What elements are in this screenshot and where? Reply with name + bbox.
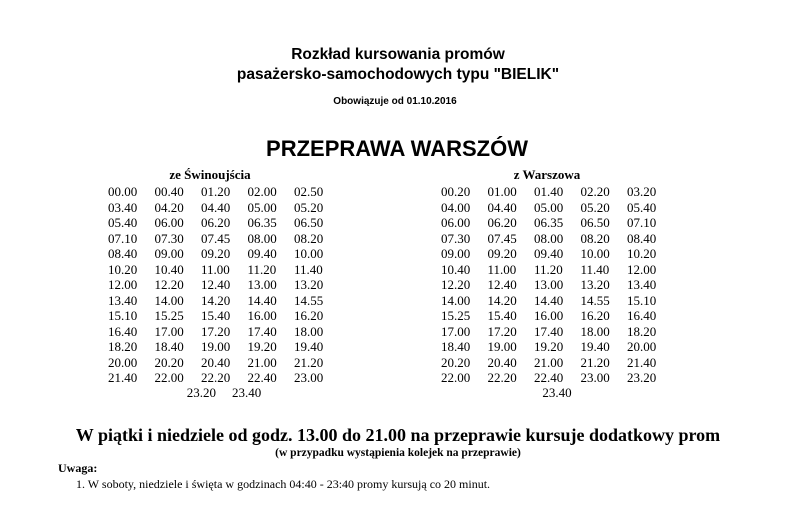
departure-time: 20.20 bbox=[441, 354, 471, 370]
departure-time: 16.00 bbox=[534, 308, 564, 323]
departure-time: 22.00 bbox=[154, 370, 184, 385]
departure-time: 08.20 bbox=[580, 230, 610, 246]
departure-time: 20.00 bbox=[108, 354, 138, 370]
departure-time: 09.00 bbox=[154, 246, 184, 261]
departure-time: 03.20 bbox=[627, 184, 657, 199]
departure-time: 20.20 bbox=[154, 354, 184, 370]
effective-date: Obowiązuje od 01.10.2016 bbox=[333, 96, 457, 107]
timetable-swinoujscie-extra bbox=[108, 385, 340, 401]
departure-time: 19.00 bbox=[487, 339, 517, 354]
departure-time: 22.40 bbox=[534, 370, 564, 385]
departure-time: 23.20 bbox=[186, 385, 216, 400]
departure-time: 16.00 bbox=[247, 308, 277, 323]
departure-time: 09.40 bbox=[247, 246, 277, 261]
departure-time: 06.00 bbox=[441, 215, 471, 230]
note-item: 1. W soboty, niedziele i święta w godzinach 04:40 - 23:40 promy kursują co 20 minut. bbox=[76, 477, 491, 491]
departure-time: 05.40 bbox=[627, 199, 657, 215]
departure-time: 01.20 bbox=[201, 184, 231, 199]
departure-time: 13.00 bbox=[534, 277, 564, 292]
departure-time: 08.40 bbox=[627, 230, 657, 246]
departure-time: 06.20 bbox=[201, 215, 231, 230]
departure-time: 04.00 bbox=[441, 199, 471, 215]
departure-time: 13.40 bbox=[108, 292, 138, 308]
departure-time: 15.10 bbox=[108, 308, 138, 323]
departure-time: 17.00 bbox=[441, 323, 471, 339]
departure-time: 22.40 bbox=[247, 370, 277, 385]
departure-time: 19.20 bbox=[534, 339, 564, 354]
departure-time: 10.40 bbox=[154, 261, 184, 277]
departure-time: 22.20 bbox=[487, 370, 517, 385]
departure-time: 20.00 bbox=[627, 339, 657, 354]
departure-time: 20.40 bbox=[201, 354, 231, 370]
departure-time: 02.50 bbox=[294, 184, 324, 199]
departure-time: 14.40 bbox=[247, 292, 277, 308]
departure-time: 00.20 bbox=[441, 184, 471, 199]
departure-time: 18.00 bbox=[294, 323, 324, 339]
departure-time: 05.20 bbox=[294, 199, 324, 215]
departure-time: 23.20 bbox=[627, 370, 657, 385]
departure-time: 11.20 bbox=[534, 261, 563, 277]
departure-time: 10.20 bbox=[627, 246, 657, 261]
departures-warszow-heading: z Warszowa bbox=[513, 167, 581, 182]
departure-time: 09.40 bbox=[534, 246, 564, 261]
departure-time: 01.40 bbox=[534, 184, 564, 199]
departure-time: 15.25 bbox=[441, 308, 471, 323]
departure-time: 14.00 bbox=[154, 292, 184, 308]
departure-time: 19.00 bbox=[201, 339, 231, 354]
departure-time: 06.50 bbox=[294, 215, 324, 230]
departure-time: 19.40 bbox=[294, 339, 324, 354]
departure-time: 23.00 bbox=[294, 370, 324, 385]
departure-time: 05.00 bbox=[534, 199, 564, 215]
departure-time: 08.00 bbox=[534, 230, 564, 246]
departure-time: 17.40 bbox=[247, 323, 277, 339]
departure-time: 04.20 bbox=[154, 199, 184, 215]
departure-time: 21.20 bbox=[294, 354, 324, 370]
departure-time: 06.00 bbox=[154, 215, 184, 230]
departure-time: 00.40 bbox=[154, 184, 184, 199]
departure-time: 01.00 bbox=[487, 184, 517, 199]
additional-ferry-condition: (w przypadku wystąpienia kolejek na przeprawie) bbox=[275, 447, 521, 459]
departure-time: 12.00 bbox=[627, 261, 657, 277]
departure-time: 08.00 bbox=[247, 230, 277, 246]
timetable-warszow bbox=[441, 184, 674, 386]
additional-ferry-notice: W piątki i niedziele od godz. 13.00 do 21.00 na przeprawie kursuje dodatkowy prom bbox=[75, 425, 721, 445]
departure-time: 18.20 bbox=[108, 339, 138, 354]
departure-time: 16.40 bbox=[627, 308, 657, 323]
departure-time: 14.00 bbox=[441, 292, 471, 308]
departure-time: 12.20 bbox=[441, 277, 471, 292]
departure-time: 07.10 bbox=[108, 230, 138, 246]
departure-time: 23.40 bbox=[232, 385, 262, 400]
departure-time: 02.00 bbox=[247, 184, 277, 199]
departure-time: 10.40 bbox=[441, 261, 471, 277]
departure-time: 11.40 bbox=[294, 261, 323, 277]
departure-time: 15.40 bbox=[487, 308, 517, 323]
departure-time: 00.00 bbox=[108, 184, 138, 199]
departure-time: 15.10 bbox=[627, 292, 657, 308]
departure-time: 16.20 bbox=[294, 308, 324, 323]
departure-time: 13.40 bbox=[627, 277, 657, 292]
departure-time: 17.20 bbox=[201, 323, 231, 339]
departure-time: 18.40 bbox=[154, 339, 184, 354]
departure-time: 14.55 bbox=[294, 292, 324, 308]
departure-time: 22.00 bbox=[441, 370, 471, 385]
crossing-title: PRZEPRAWA WARSZÓW bbox=[266, 136, 528, 161]
departure-time: 13.20 bbox=[580, 277, 610, 292]
departure-time: 10.00 bbox=[580, 246, 610, 261]
departure-time: 12.40 bbox=[201, 277, 231, 292]
departure-time: 12.40 bbox=[487, 277, 517, 292]
departure-time: 19.20 bbox=[247, 339, 277, 354]
departure-time: 16.40 bbox=[108, 323, 138, 339]
departure-time: 18.40 bbox=[441, 339, 471, 354]
departure-time: 17.00 bbox=[154, 323, 184, 339]
departure-time: 19.40 bbox=[580, 339, 610, 354]
departure-time: 10.20 bbox=[108, 261, 138, 277]
departure-time: 05.20 bbox=[580, 199, 610, 215]
departure-time: 06.50 bbox=[580, 215, 610, 230]
departure-time: 05.00 bbox=[247, 199, 277, 215]
departure-time: 08.20 bbox=[294, 230, 324, 246]
departure-time: 02.20 bbox=[580, 184, 610, 199]
departure-time: 13.20 bbox=[294, 277, 324, 292]
departure-time: 07.10 bbox=[627, 215, 657, 230]
departure-time: 15.25 bbox=[154, 308, 184, 323]
departure-time: 05.40 bbox=[108, 215, 138, 230]
departure-time: 18.00 bbox=[580, 323, 610, 339]
departures-swinoujscie-heading: ze Świnoujścia bbox=[169, 167, 251, 182]
departure-time: 14.40 bbox=[534, 292, 564, 308]
departure-time: 20.40 bbox=[487, 354, 517, 370]
timetable-warszow-extra bbox=[441, 385, 673, 401]
timetable-swinoujscie bbox=[108, 184, 341, 386]
departure-time: 07.45 bbox=[201, 230, 231, 246]
departure-time: 09.20 bbox=[201, 246, 231, 261]
departure-time: 12.20 bbox=[154, 277, 184, 292]
departure-time: 11.20 bbox=[247, 261, 277, 277]
departure-time: 23.40 bbox=[542, 385, 572, 400]
departure-time: 21.40 bbox=[627, 354, 657, 370]
departure-time: 17.20 bbox=[487, 323, 517, 339]
notes-title: Uwaga: bbox=[58, 461, 98, 475]
departure-time: 12.00 bbox=[108, 277, 138, 292]
departure-time: 08.40 bbox=[108, 246, 138, 261]
departure-time: 07.45 bbox=[487, 230, 517, 246]
departure-time: 23.00 bbox=[580, 370, 610, 385]
departure-time: 21.40 bbox=[108, 370, 138, 385]
departure-time: 10.00 bbox=[294, 246, 324, 261]
departure-time: 16.20 bbox=[580, 308, 610, 323]
departure-time: 11.00 bbox=[487, 261, 517, 277]
departure-time: 07.30 bbox=[441, 230, 471, 246]
document-title-line-1: Rozkład kursowania promów bbox=[291, 46, 505, 63]
departure-time: 11.00 bbox=[201, 261, 230, 277]
departure-time: 06.35 bbox=[247, 215, 277, 230]
departure-time: 06.20 bbox=[487, 215, 517, 230]
departure-time: 17.40 bbox=[534, 323, 564, 339]
departure-time: 06.35 bbox=[534, 215, 564, 230]
departure-time: 11.40 bbox=[580, 261, 610, 277]
departure-time: 14.55 bbox=[580, 292, 610, 308]
departure-time: 14.20 bbox=[487, 292, 517, 308]
departure-time: 14.20 bbox=[201, 292, 231, 308]
departure-time: 09.00 bbox=[441, 246, 471, 261]
departure-time: 21.00 bbox=[247, 354, 277, 370]
departure-time: 21.00 bbox=[534, 354, 564, 370]
departure-time: 22.20 bbox=[201, 370, 231, 385]
document-title-line-2: pasażersko-samochodowych typu "BIELIK" bbox=[236, 66, 560, 83]
departure-time: 04.40 bbox=[487, 199, 517, 215]
departure-time: 03.40 bbox=[108, 199, 138, 215]
departure-time: 07.30 bbox=[154, 230, 184, 246]
departure-time: 13.00 bbox=[247, 277, 277, 292]
departure-time: 04.40 bbox=[201, 199, 231, 215]
departure-time: 18.20 bbox=[627, 323, 657, 339]
departure-time: 09.20 bbox=[487, 246, 517, 261]
departure-time: 21.20 bbox=[580, 354, 610, 370]
departure-time: 15.40 bbox=[201, 308, 231, 323]
